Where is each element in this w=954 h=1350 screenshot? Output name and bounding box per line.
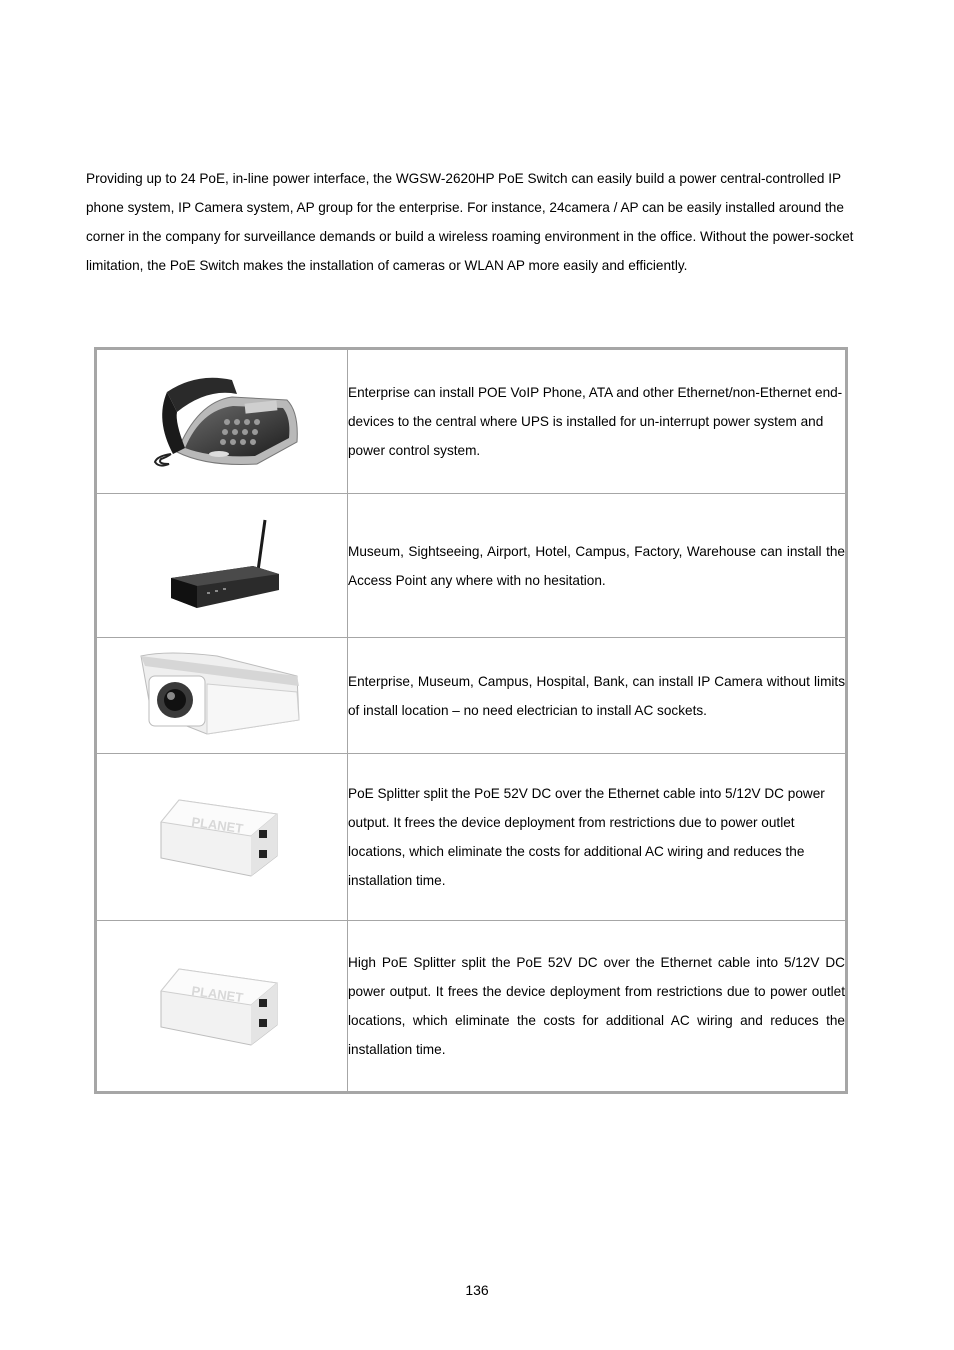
table-row — [96, 754, 847, 921]
image-cell — [96, 349, 348, 494]
image-cell — [96, 638, 348, 754]
description-cell: Museum, Sightseeing, Airport, Hotel, Campus, Factory, Warehouse can install the Access Point any where with no hesitation. — [348, 494, 847, 638]
image-cell — [96, 494, 348, 638]
table-row — [96, 921, 847, 1093]
voip-phone-icon — [137, 372, 307, 472]
intro-paragraph: Providing up to 24 PoE, in-line power interface, the WGSW-2620HP PoE Switch can easily build a power central-controlled IP phone system, IP Camera system, AP group for the enterprise. For instance, 24camera / AP can be easily installed around the corner in the company for surveillance demands or build a wireless roaming environment in the office. Without the power-socket limitation, the PoE Switch makes the installation of cameras or WLAN AP more easily and efficiently. — [86, 171, 854, 273]
poe-splitter-icon — [157, 792, 287, 882]
svg-text:PLANET: PLANET — [190, 814, 245, 837]
table-row — [96, 638, 847, 754]
ip-camera-icon — [137, 650, 307, 742]
description-cell: PoE Splitter split the PoE 52V DC over the Ethernet cable into 5/12V DC power output. It frees the device deployment from restrictions due to power outlet locations, which eliminate the costs for additional AC wiring and reduces the installation time. — [348, 754, 847, 921]
description-cell: Enterprise can install POE VoIP Phone, ATA and other Ethernet/non-Ethernet end-devices to the central where UPS is installed for un-interrupt power system and power control system. — [348, 349, 847, 494]
table-row — [96, 349, 847, 494]
high-poe-splitter-icon — [157, 961, 287, 1051]
description-cell: High PoE Splitter split the PoE 52V DC over the Ethernet cable into 5/12V DC power output. It frees the device deployment from restrictions due to power outlet locations, which eliminate the costs for additional AC wiring and reduces the installation time. — [348, 921, 847, 1093]
svg-text:PLANET: PLANET — [190, 983, 245, 1006]
description-cell: Enterprise, Museum, Campus, Hospital, Bank, can install IP Camera without limits of install location – no need electrician to install AC sockets. — [348, 638, 847, 754]
access-point-icon — [157, 516, 287, 616]
page-number: 136 — [465, 1282, 489, 1298]
application-table — [94, 347, 848, 1094]
image-cell — [96, 754, 348, 921]
table-row — [96, 494, 847, 638]
image-cell — [96, 921, 348, 1093]
